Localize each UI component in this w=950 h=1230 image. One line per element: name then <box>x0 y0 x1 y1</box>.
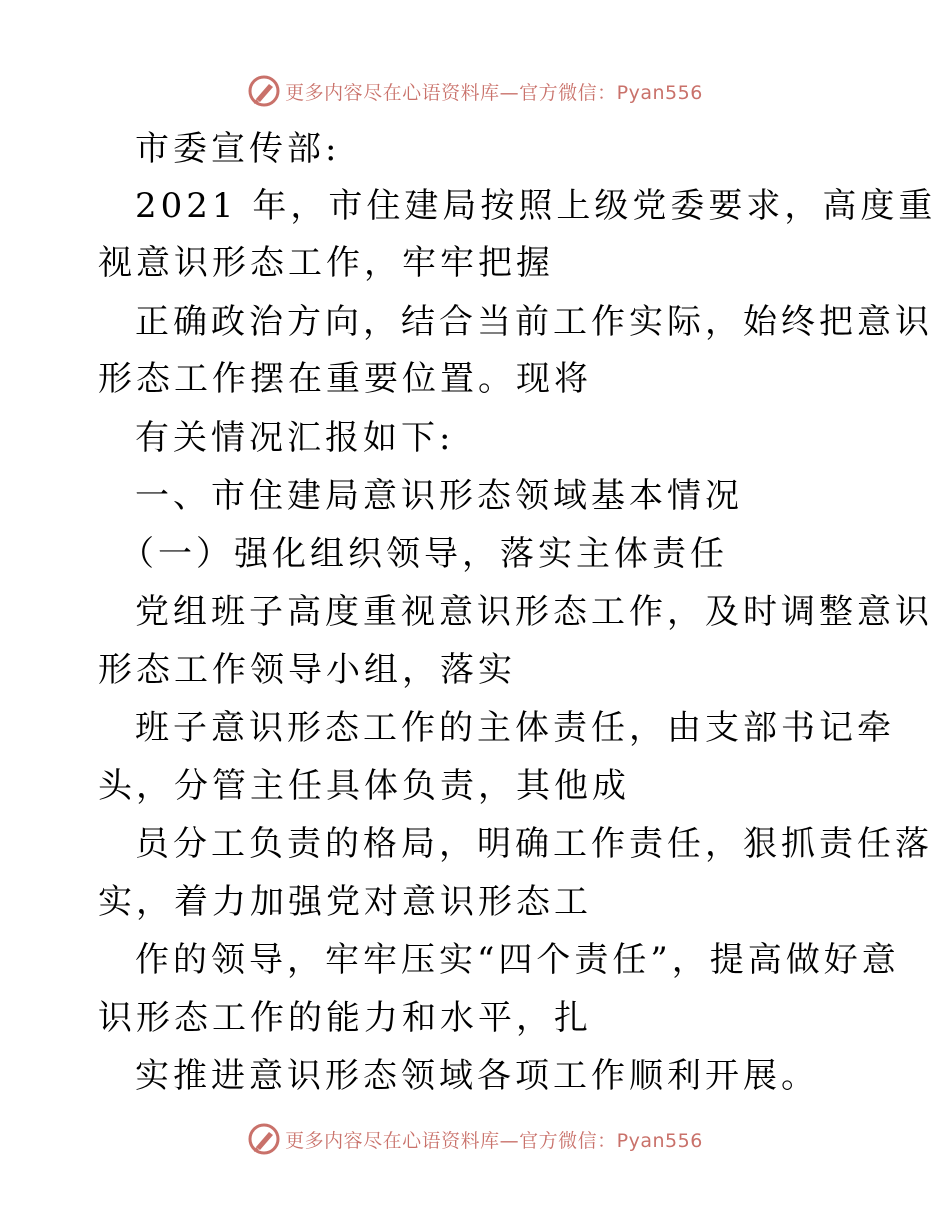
text-line: 实推进意识形态领域各项工作顺利开展。 <box>135 1056 819 1096</box>
watermark-text-top: 更多内容尽在心语资料库—官方微信：Pyan556 <box>285 81 703 104</box>
text-line: 2021 年，市住建局按照上级党委要求，高度重 <box>135 186 937 226</box>
section-heading: 一、市住建局意识形态领域基本情况 <box>135 476 743 516</box>
text-line: 党组班子高度重视意识形态工作，及时调整意识 <box>135 592 933 632</box>
text-line: 正确政治方向，结合当前工作实际，始终把意识 <box>135 302 933 342</box>
text-line: 作的领导，牢牢压实“四个责任”，提高做好意 <box>135 940 900 980</box>
pen-logo-icon <box>247 1122 281 1156</box>
subsection-heading: （一）强化组织领导，落实主体责任 <box>120 534 728 574</box>
text-line: 形态工作领导小组，落实 <box>98 650 516 690</box>
watermark-banner-bottom <box>0 1119 950 1159</box>
text-line: 班子意识形态工作的主体责任，由支部书记牵 <box>135 708 895 748</box>
text-line: 形态工作摆在重要位置。现将 <box>98 359 592 399</box>
text-line: 头，分管主任具体负责，其他成 <box>98 766 630 806</box>
text-line: 实，着力加强党对意识形态工 <box>98 882 592 922</box>
text-line: 市委宣传部: <box>135 129 341 169</box>
watermark-text-bottom: 更多内容尽在心语资料库—官方微信：Pyan556 <box>285 1129 703 1152</box>
text-line: 有关情况汇报如下: <box>135 418 455 458</box>
text-line: 视意识形态工作，牢牢把握 <box>98 243 554 283</box>
text-line: 员分工负责的格局，明确工作责任，狠抓责任落 <box>135 824 933 864</box>
text-line: 识形态工作的能力和水平，扎 <box>98 998 592 1038</box>
